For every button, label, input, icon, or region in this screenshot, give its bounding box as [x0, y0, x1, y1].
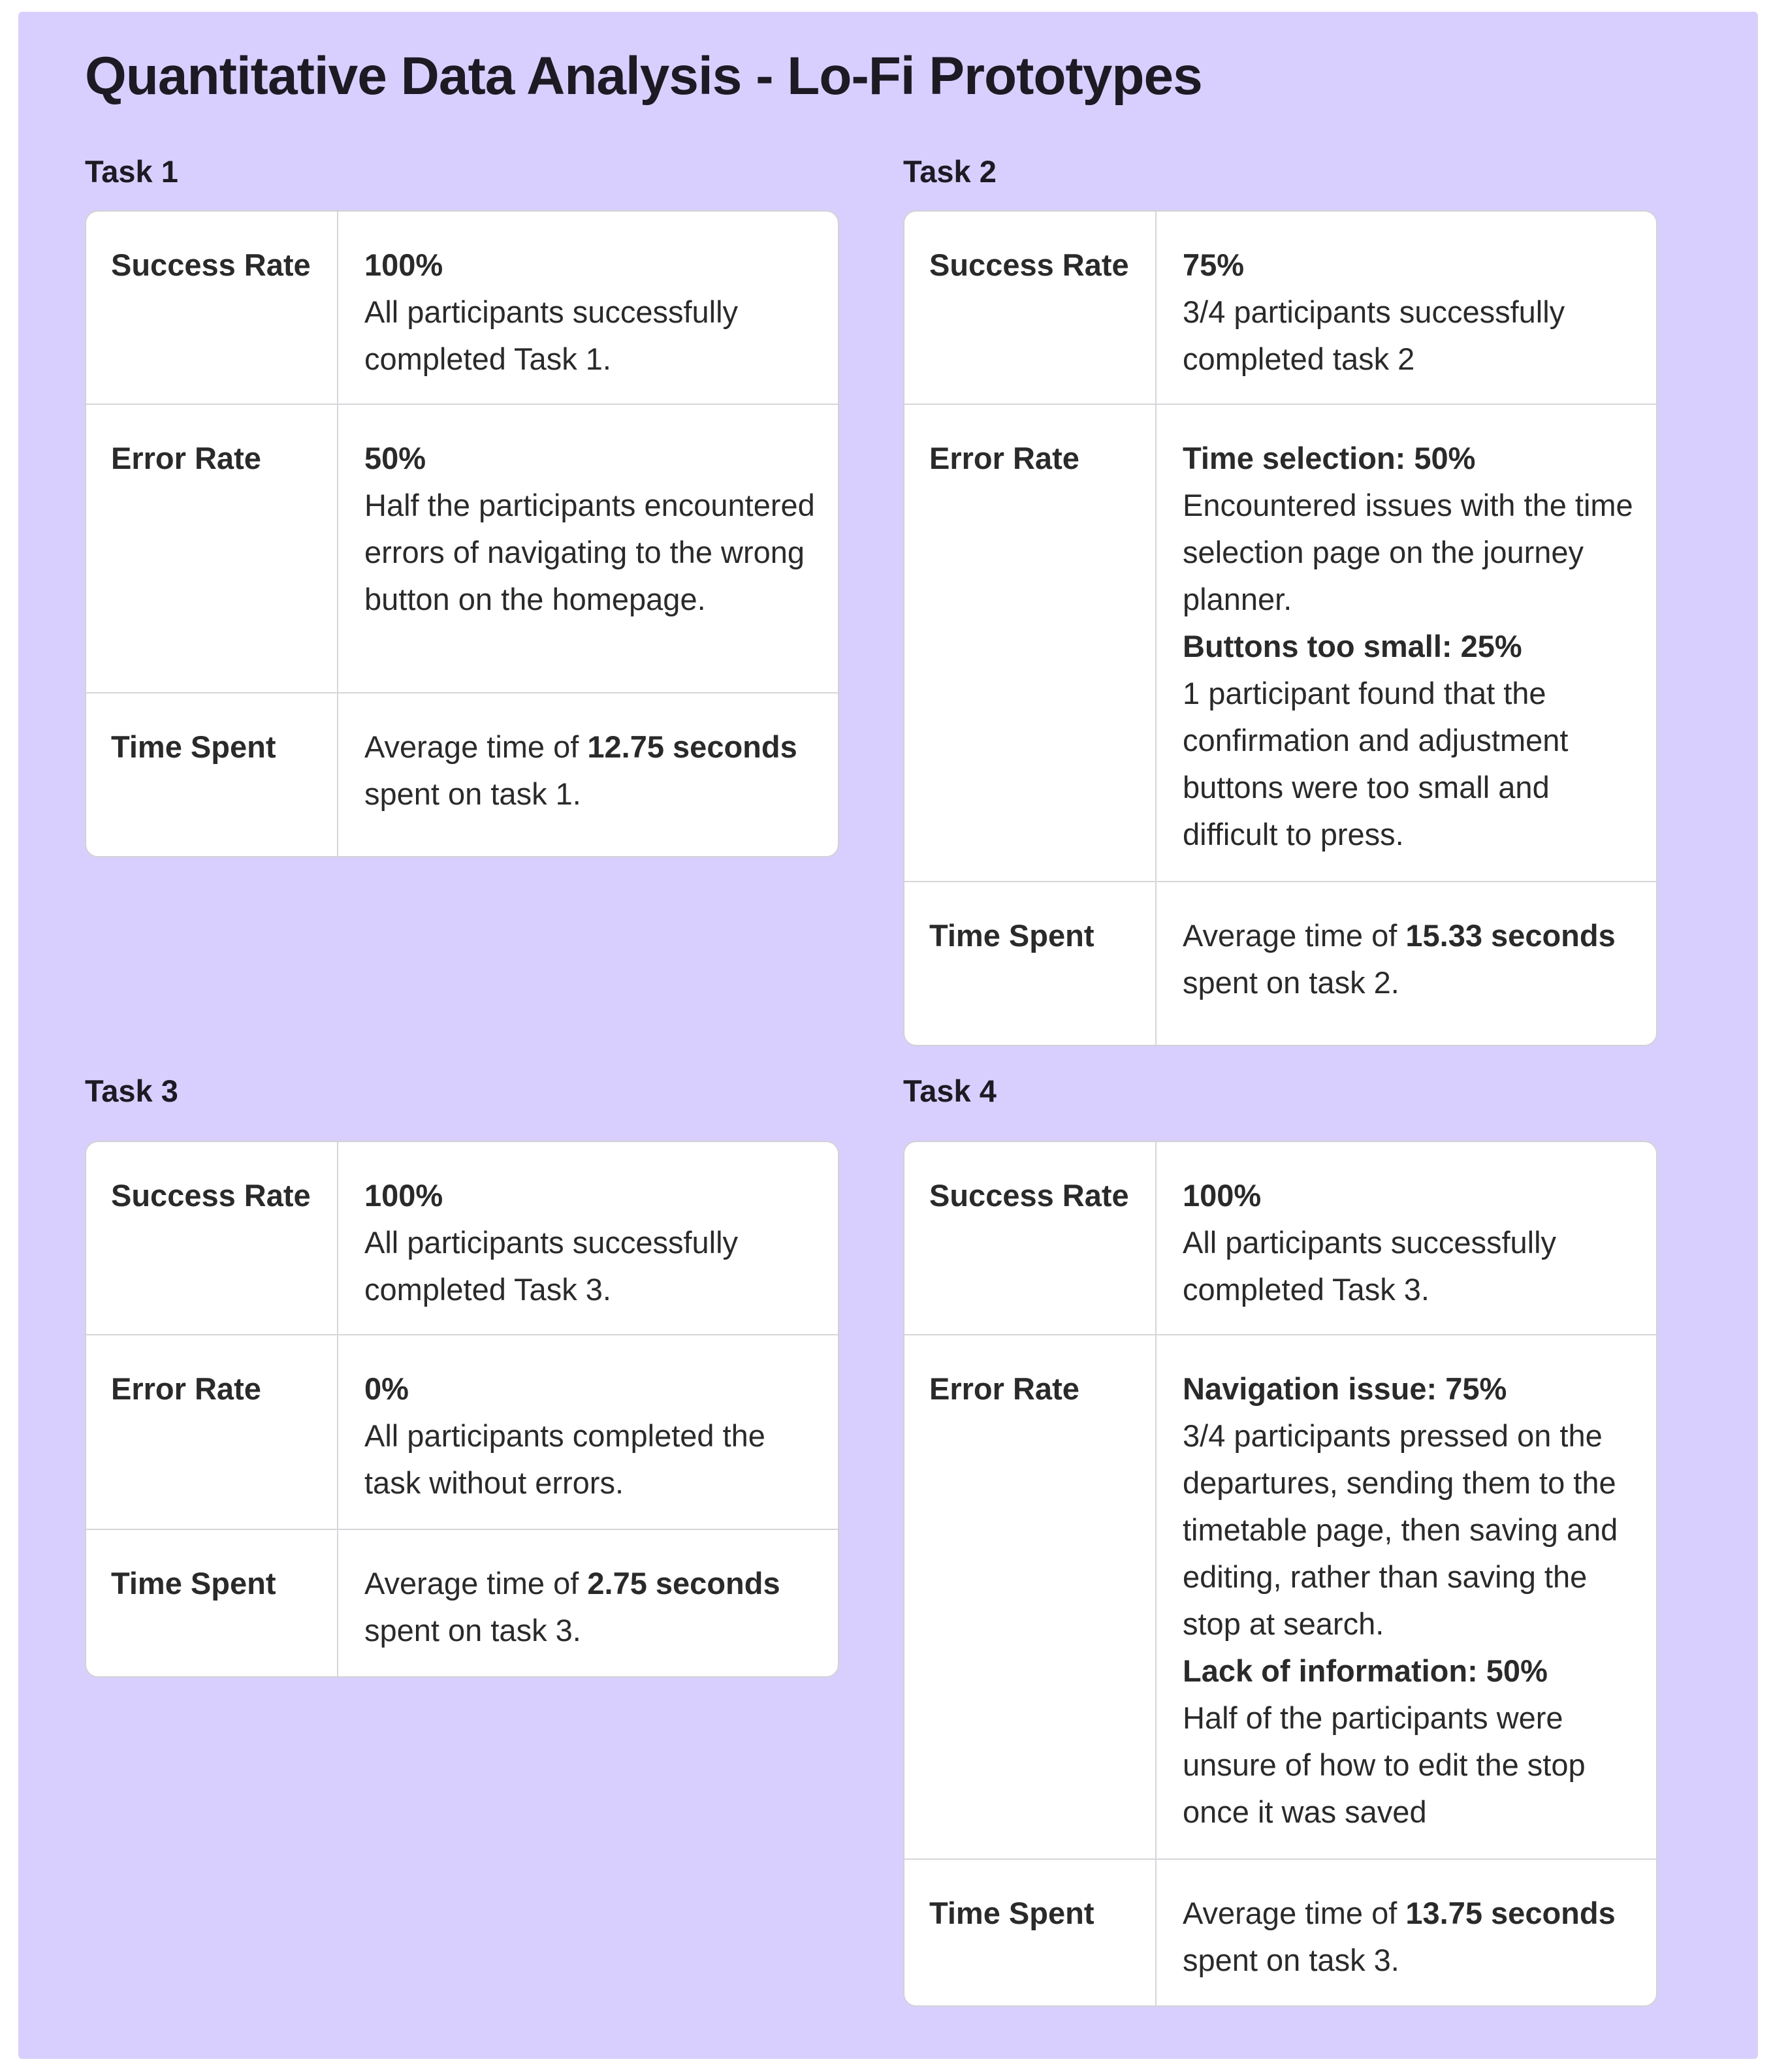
task-4-time-suffix: spent on task 3.: [1183, 1943, 1399, 1977]
task-2-time-suffix: spent on task 2.: [1183, 965, 1399, 1000]
task-3-success-label: Success Rate: [86, 1142, 338, 1334]
task-4-error-row: [904, 1334, 1656, 1858]
task-2-issue-2-title: Buttons too small: 25%: [1183, 629, 1522, 663]
task-3-heading: Task 3: [85, 1074, 178, 1108]
task-4-success-label: Success Rate: [904, 1142, 1157, 1334]
task-1-error-label: Error Rate: [86, 405, 338, 692]
task-1-time-cell: [338, 693, 838, 856]
task-1-success-text: All participants successfully completed Task 1.: [364, 295, 739, 376]
task-4-heading: Task 4: [903, 1074, 997, 1108]
task-4-table: [903, 1141, 1657, 2007]
task-3-table: [85, 1141, 839, 1678]
task-4-success-text: All participants successfully completed Task 3.: [1183, 1225, 1557, 1307]
task-1-success-cell: [338, 212, 838, 404]
task-3-error-text: All participants completed the task without errors.: [364, 1418, 765, 1500]
task-1-success-value: 100%: [364, 247, 443, 282]
task-4-success-value: 100%: [1183, 1178, 1262, 1213]
task-3-time-value: 2.75 seconds: [587, 1566, 780, 1601]
task-3-time-cell: [338, 1530, 838, 1676]
task-3-success-cell: [338, 1142, 838, 1334]
task-3-error-label: Error Rate: [86, 1335, 338, 1529]
task-2-issue-1-text: Encountered issues with the time selection page on the journey planner.: [1183, 488, 1633, 616]
task-4-error-cell: [1157, 1335, 1656, 1858]
task-2-success-cell: [1157, 212, 1656, 404]
task-4-issue-2-text: Half of the participants were unsure of how to edit the stop once it was saved: [1183, 1700, 1586, 1829]
task-4-time-cell: [1157, 1860, 1656, 2005]
task-2-error-cell: [1157, 405, 1656, 881]
task-3-time-prefix: Average time of: [364, 1566, 588, 1601]
task-1-error-cell: [338, 405, 838, 692]
task-4-issue-1-title: Navigation issue: 75%: [1183, 1371, 1507, 1406]
task-1-time-row: [86, 692, 838, 856]
task-2-time-value: 15.33 seconds: [1405, 918, 1616, 953]
task-3-success-value: 100%: [364, 1178, 443, 1213]
task-2-time-prefix: Average time of: [1183, 918, 1406, 953]
task-4-success-row: [904, 1142, 1656, 1334]
task-1-time-label: Time Spent: [86, 693, 338, 856]
task-2-issue-2-text: 1 participant found that the confirmation and adjustment buttons were too small and difficult to press.: [1183, 676, 1569, 852]
task-1-error-text: Half the participants encountered errors of navigating to the wrong button on the homepage.: [364, 488, 815, 616]
task-2-success-row: [904, 212, 1656, 404]
task-1-success-label: Success Rate: [86, 212, 338, 404]
task-2-success-text: 3/4 participants successfully completed task 2: [1183, 295, 1565, 376]
task-1-time-suffix: spent on task 1.: [364, 776, 581, 811]
task-4-time-label: Time Spent: [904, 1860, 1157, 2005]
task-4-time-value: 13.75 seconds: [1405, 1896, 1616, 1930]
task-4-time-row: [904, 1858, 1656, 2005]
task-3-success-text: All participants successfully completed Task 3.: [364, 1225, 739, 1307]
task-2-table: [903, 210, 1657, 1046]
task-3-error-value: 0%: [364, 1371, 409, 1406]
task-2-success-value: 75%: [1183, 247, 1245, 282]
task-2-time-row: [904, 881, 1656, 1045]
task-1-error-row: [86, 404, 838, 692]
task-3-time-label: Time Spent: [86, 1530, 338, 1676]
task-4-success-cell: [1157, 1142, 1656, 1334]
task-1-time-prefix: Average time of: [364, 729, 588, 764]
task-3-error-cell: [338, 1335, 838, 1529]
task-4-error-label: Error Rate: [904, 1335, 1157, 1858]
task-2-error-row: [904, 404, 1656, 881]
page-title: Quantitative Data Analysis - Lo-Fi Prototypes: [85, 46, 1202, 106]
task-3-time-row: [86, 1529, 838, 1676]
task-2-heading: Task 2: [903, 154, 997, 189]
task-4-issue-1-text: 3/4 participants pressed on the departures, sending them to the timetable page, then saving and editing, rather than saving the stop at search.: [1183, 1418, 1618, 1641]
task-3-success-row: [86, 1142, 838, 1334]
task-3-time-suffix: spent on task 3.: [364, 1613, 581, 1648]
task-1-heading: Task 1: [85, 154, 178, 189]
task-2-error-label: Error Rate: [904, 405, 1157, 881]
task-1-error-value: 50%: [364, 441, 426, 475]
task-2-success-label: Success Rate: [904, 212, 1157, 404]
task-2-issue-1-title: Time selection: 50%: [1183, 441, 1476, 475]
task-1-table: [85, 210, 839, 857]
task-2-time-cell: [1157, 882, 1656, 1045]
task-1-success-row: [86, 212, 838, 404]
task-1-time-value: 12.75 seconds: [587, 729, 797, 764]
task-4-issue-2-title: Lack of information: 50%: [1183, 1653, 1548, 1688]
task-4-time-prefix: Average time of: [1183, 1896, 1406, 1930]
task-3-error-row: [86, 1334, 838, 1529]
task-2-time-label: Time Spent: [904, 882, 1157, 1045]
